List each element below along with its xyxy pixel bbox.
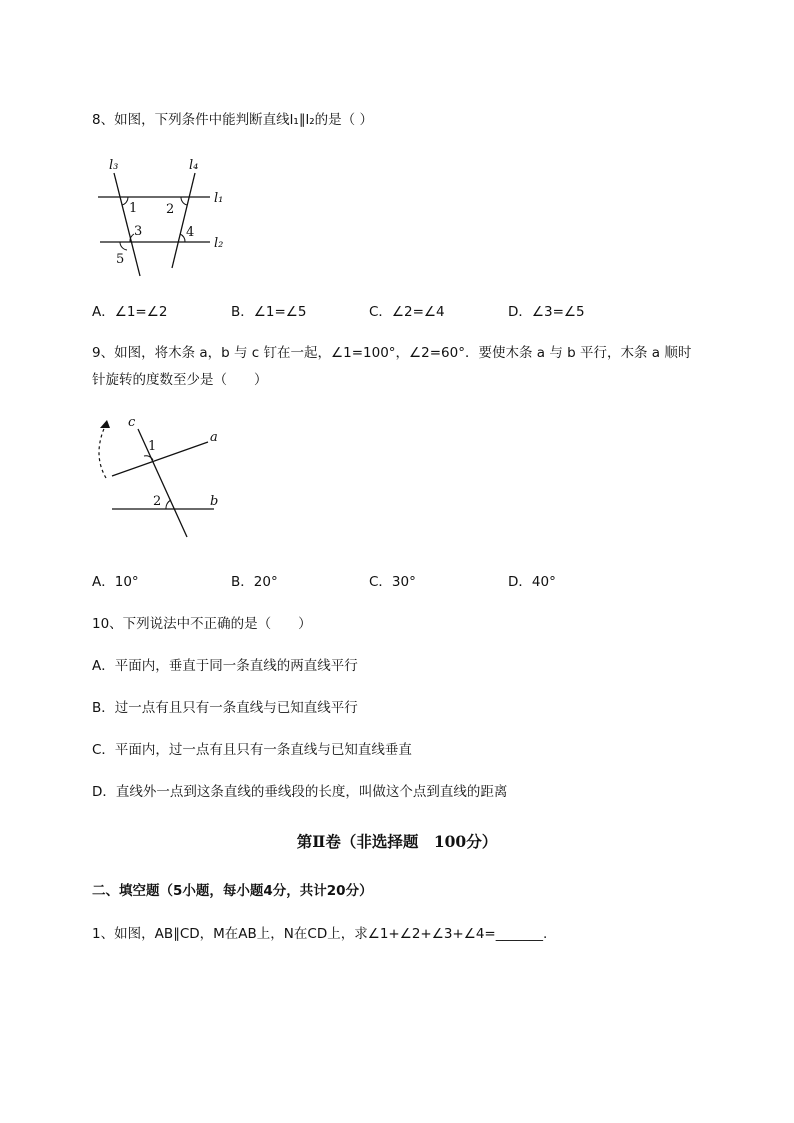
q9-figure [92,410,232,545]
label-c: c [128,415,136,430]
label-l3: l₃ [109,158,119,173]
q10-stem: 10、下列说法中不正确的是（ ） [92,616,312,632]
label-angle-2: 2 [153,494,162,509]
label-a: a [210,430,218,445]
label-b: b [210,494,219,509]
arc-angle-2 [181,197,187,205]
fill1-stem: 1、如图，AB∥CD，M在AB上，N在CD上，求∠1+∠2+∠3+∠4=_______. [92,926,548,942]
q8-option-b: B．∠1=∠5 [231,304,307,320]
q8-figure [92,150,242,280]
label-l2: l₂ [214,236,224,251]
q9-stem-line2: 针旋转的度数至少是（ ） [92,372,268,388]
q8-stem: 8、如图，下列条件中能判断直线l₁∥l₂的是（ ） [92,112,373,128]
label-l4: l₄ [189,158,199,173]
q10-option-c: C．平面内，过一点有且只有一条直线与已知直线垂直 [92,742,412,758]
line-a [112,442,208,476]
label-angle-2: 2 [166,202,175,217]
q10-option-b: B．过一点有且只有一条直线与已知直线平行 [92,700,358,716]
q9-option-b: B．20° [231,574,278,590]
q8-option-a: A．∠1=∠2 [92,304,168,320]
section2-heading: 二、填空题（5小题，每小题4分，共计20分） [92,883,373,899]
label-angle-1: 1 [129,201,138,216]
arc-angle-1 [122,197,128,205]
rotation-arrowhead [100,420,110,428]
rotation-arrow [99,424,106,478]
label-angle-5: 5 [116,252,125,267]
q9-option-d: D．40° [508,574,556,590]
q8-option-c: C．∠2=∠4 [369,304,445,320]
label-l1: l₁ [214,191,224,206]
q9-option-c: C．30° [369,574,416,590]
q8-option-d: D．∠3=∠5 [508,304,585,320]
label-angle-1: 1 [148,439,157,454]
line-c [138,429,187,537]
q9-stem-line1: 9、如图，将木条 a，b 与 c 钉在一起，∠1=100°，∠2=60°．要使木条 a 与 b 平行，木条 a 顺时 [92,345,692,361]
q10-option-a: A．平面内，垂直于同一条直线的两直线平行 [92,658,358,674]
section2-title: 第Ⅱ卷（非选择题 100分） [296,832,498,851]
arc-angle-4 [180,234,185,242]
q10-option-d: D．直线外一点到这条直线的垂线段的长度，叫做这个点到直线的距离 [92,784,508,800]
label-angle-3: 3 [134,224,143,239]
label-angle-4: 4 [186,225,195,240]
line-l4 [172,173,195,268]
arc-angle-5 [120,242,127,250]
q9-option-a: A．10° [92,574,139,590]
